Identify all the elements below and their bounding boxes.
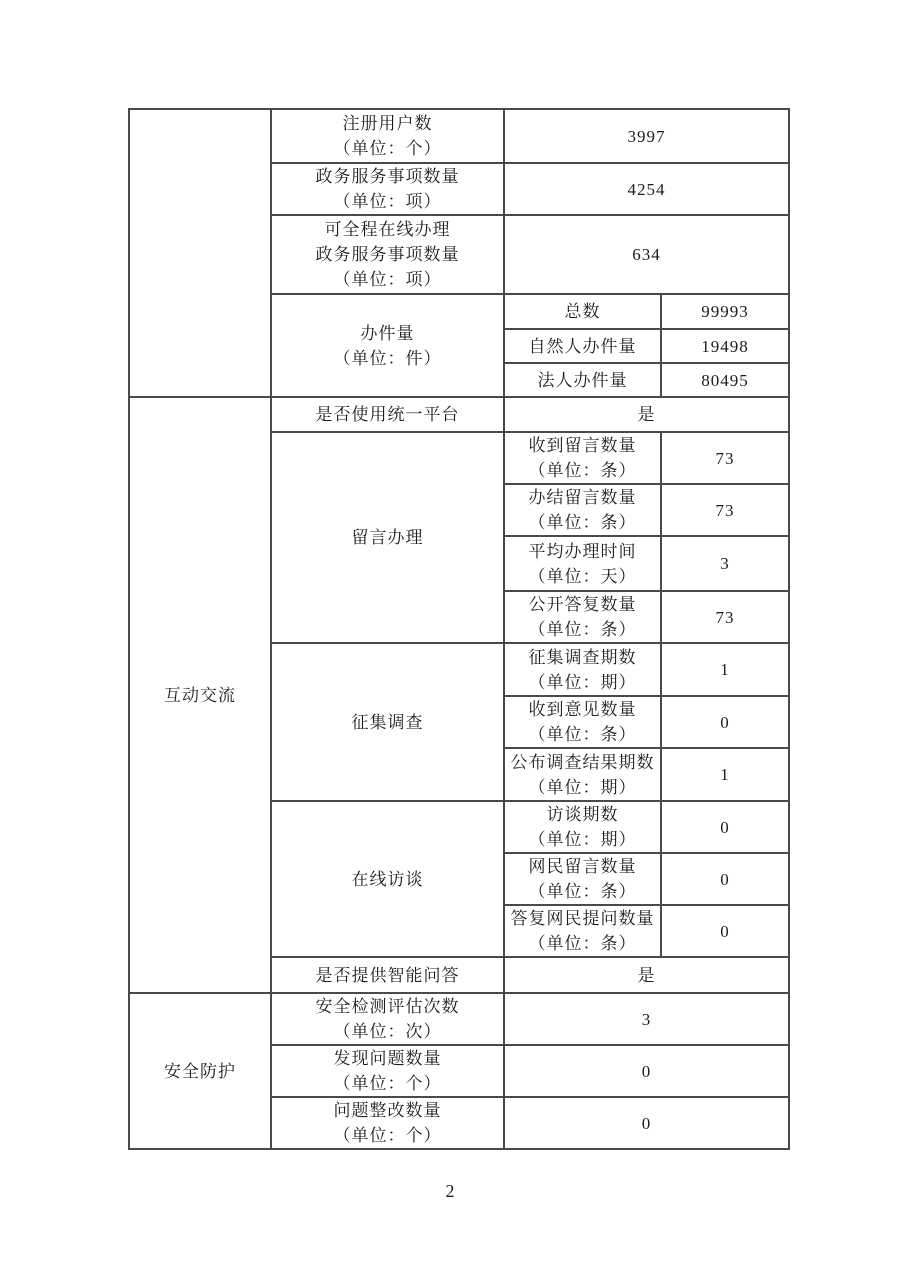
row-unit: （单位：次） [333, 1022, 442, 1041]
survey-label: 征集调查 [271, 643, 504, 801]
sub-label-cell [504, 536, 661, 591]
sub-value: 0 [661, 905, 789, 957]
sub-value: 1 [661, 643, 789, 696]
sub-label-cell [504, 905, 661, 957]
section3-label-cell: 安全防护 [129, 993, 271, 1149]
sub-unit: （单位：期） [528, 830, 637, 849]
sub-value: 0 [661, 853, 789, 905]
unified-platform-value: 是 [504, 397, 789, 432]
row-unit: （单位：项） [333, 192, 442, 211]
table-row [129, 993, 789, 1045]
sub-label-cell [504, 748, 661, 801]
online-items-value: 634 [504, 215, 789, 294]
section1-label-cell [129, 109, 271, 397]
row-unit: （单位：个） [333, 1074, 442, 1093]
problems-fixed-label-cell [271, 1097, 504, 1149]
sub-value: 3 [661, 536, 789, 591]
sub-label: 平均办理时间 [528, 541, 637, 561]
banjian-sub-label: 自然人办件量 [504, 329, 661, 363]
banjian-sub-value: 80495 [661, 363, 789, 397]
row-unit: （单位：个） [333, 139, 442, 158]
banjian-label-cell [271, 294, 504, 397]
sub-value: 0 [661, 801, 789, 853]
sub-unit: （单位：条） [528, 882, 637, 901]
sub-unit: （单位：条） [528, 934, 637, 953]
sub-value: 73 [661, 591, 789, 643]
smart-qa-value: 是 [504, 957, 789, 993]
sub-value: 73 [661, 432, 789, 484]
service-items-label-cell [271, 163, 504, 215]
problems-fixed-value: 0 [504, 1097, 789, 1149]
row-label: 注册用户数 [342, 114, 433, 133]
page-number: 2 [445, 1181, 455, 1201]
row-label: 可全程在线办理 [324, 220, 451, 239]
security-check-value: 3 [504, 993, 789, 1045]
sub-label: 答复网民提问数量 [510, 909, 655, 928]
sub-label: 收到意见数量 [528, 700, 637, 719]
row-label: 发现问题数量 [333, 1049, 442, 1068]
sub-label: 收到留言数量 [528, 436, 637, 455]
unified-platform-label: 是否使用统一平台 [271, 397, 504, 432]
group-unit: （单位：件） [333, 348, 442, 368]
sub-label-cell [504, 643, 661, 696]
table-row [129, 109, 789, 163]
group-label: 办件量 [360, 323, 415, 343]
interview-label: 在线访谈 [271, 801, 504, 957]
problems-found-value: 0 [504, 1045, 789, 1097]
sub-unit: （单位：期） [528, 672, 637, 692]
sub-label-cell [504, 432, 661, 484]
sub-label: 征集调查期数 [528, 647, 637, 667]
sub-unit: （单位：条） [528, 620, 637, 639]
row-label: 政务服务事项数量 [315, 167, 460, 186]
sub-label-cell [504, 696, 661, 748]
banjian-sub-label: 法人办件量 [504, 363, 661, 397]
registered-users-value: 3997 [504, 109, 789, 163]
smart-qa-label: 是否提供智能问答 [271, 957, 504, 993]
row-label: 安全检测评估次数 [315, 997, 460, 1016]
registered-users-label-cell [271, 109, 504, 163]
row-unit: （单位：项） [333, 270, 442, 289]
sub-label-cell [504, 484, 661, 536]
sub-value: 1 [661, 748, 789, 801]
table-row [129, 397, 789, 432]
sub-value: 73 [661, 484, 789, 536]
sub-unit: （单位：期） [528, 777, 637, 797]
annual-report-table [128, 108, 790, 1150]
security-check-label-cell [271, 993, 504, 1045]
sub-label: 访谈期数 [546, 805, 619, 824]
sub-unit: （单位：天） [528, 566, 637, 586]
row-label: 政务服务事项数量 [315, 245, 460, 264]
problems-found-label-cell [271, 1045, 504, 1097]
banjian-sub-value: 99993 [661, 294, 789, 329]
sub-value: 0 [661, 696, 789, 748]
message-handling-label: 留言办理 [271, 432, 504, 643]
online-items-label-cell [271, 215, 504, 294]
banjian-sub-label: 总数 [504, 294, 661, 329]
banjian-sub-value: 19498 [661, 329, 789, 363]
sub-label: 公布调查结果期数 [510, 752, 655, 772]
row-unit: （单位：个） [333, 1126, 442, 1145]
service-items-value: 4254 [504, 163, 789, 215]
sub-label: 公开答复数量 [528, 595, 637, 614]
sub-label-cell [504, 801, 661, 853]
sub-label-cell [504, 853, 661, 905]
sub-unit: （单位：条） [528, 513, 637, 532]
sub-label-cell [504, 591, 661, 643]
section2-label-cell: 互动交流 [129, 397, 271, 993]
sub-unit: （单位：条） [528, 461, 637, 480]
sub-label: 办结留言数量 [528, 488, 637, 507]
sub-unit: （单位：条） [528, 725, 637, 744]
sub-label: 网民留言数量 [528, 857, 637, 876]
row-label: 问题整改数量 [333, 1101, 442, 1120]
